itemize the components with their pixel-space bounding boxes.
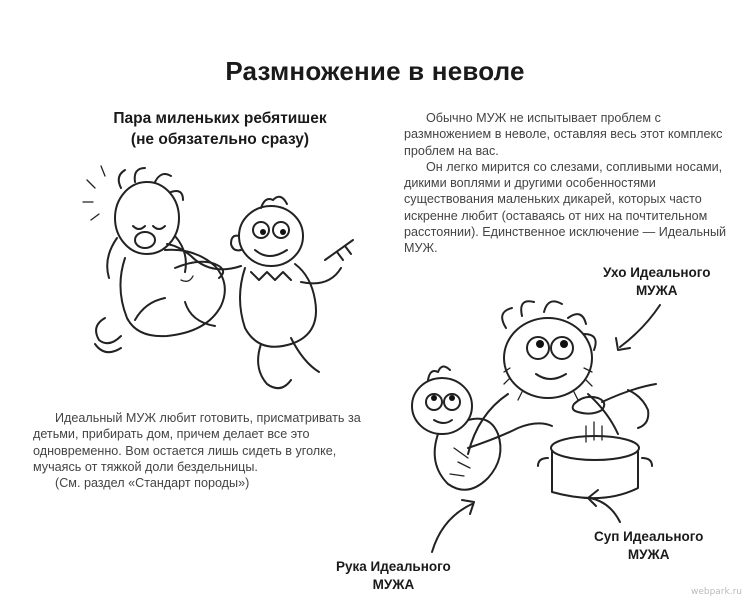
caption-line: Пара миленьких ребятишек	[113, 110, 327, 127]
label-line: Суп Идеального	[594, 529, 704, 544]
text-line: МУЖ.	[404, 241, 438, 256]
arrow-icon	[432, 500, 474, 552]
label-line: Рука Идеального	[336, 559, 451, 574]
text-line: расстоянии). Единственное исключение — Идеальный	[404, 225, 727, 240]
label-line: МУЖА	[372, 577, 415, 592]
text-line: Обычно МУЖ не испытывает проблем с	[426, 111, 661, 125]
label-line: МУЖА	[627, 547, 670, 562]
text-line: существования маленьких дикарей, которых часто	[404, 192, 702, 207]
text-line: Он легко мирится со слезами, сопливыми носами,	[426, 159, 723, 174]
text-line: размножением в неволе, оставляя весь этот комплекс	[404, 127, 723, 142]
text-line: (См. раздел «Стандарт породы»)	[55, 476, 250, 491]
watermark: webpark.ru	[690, 587, 742, 597]
text-line: искренне любит (оставаясь от них на почтительном	[404, 208, 708, 223]
text-line: мучаясь от тяжкой доли бездельницы.	[33, 459, 258, 474]
label-line: Ухо Идеального	[603, 265, 711, 280]
arrow-icon	[588, 490, 620, 522]
text-line: одновременно. Вом остается лишь сидеть в уголке,	[33, 443, 337, 458]
caption-line: (не обязательно сразу)	[130, 131, 310, 148]
text-line: проблем на вас.	[404, 143, 499, 158]
text-line: Идеальный МУЖ любит готовить, присматривать за	[55, 411, 361, 425]
label-line: МУЖА	[635, 283, 678, 298]
page-title: Размножение в неволе	[225, 56, 525, 86]
text-line: дикими воплями и другими особенностями	[404, 176, 656, 191]
arrow-icon	[616, 305, 660, 350]
text-line: детьми, прибирать дом, причем делает все это	[33, 427, 310, 442]
